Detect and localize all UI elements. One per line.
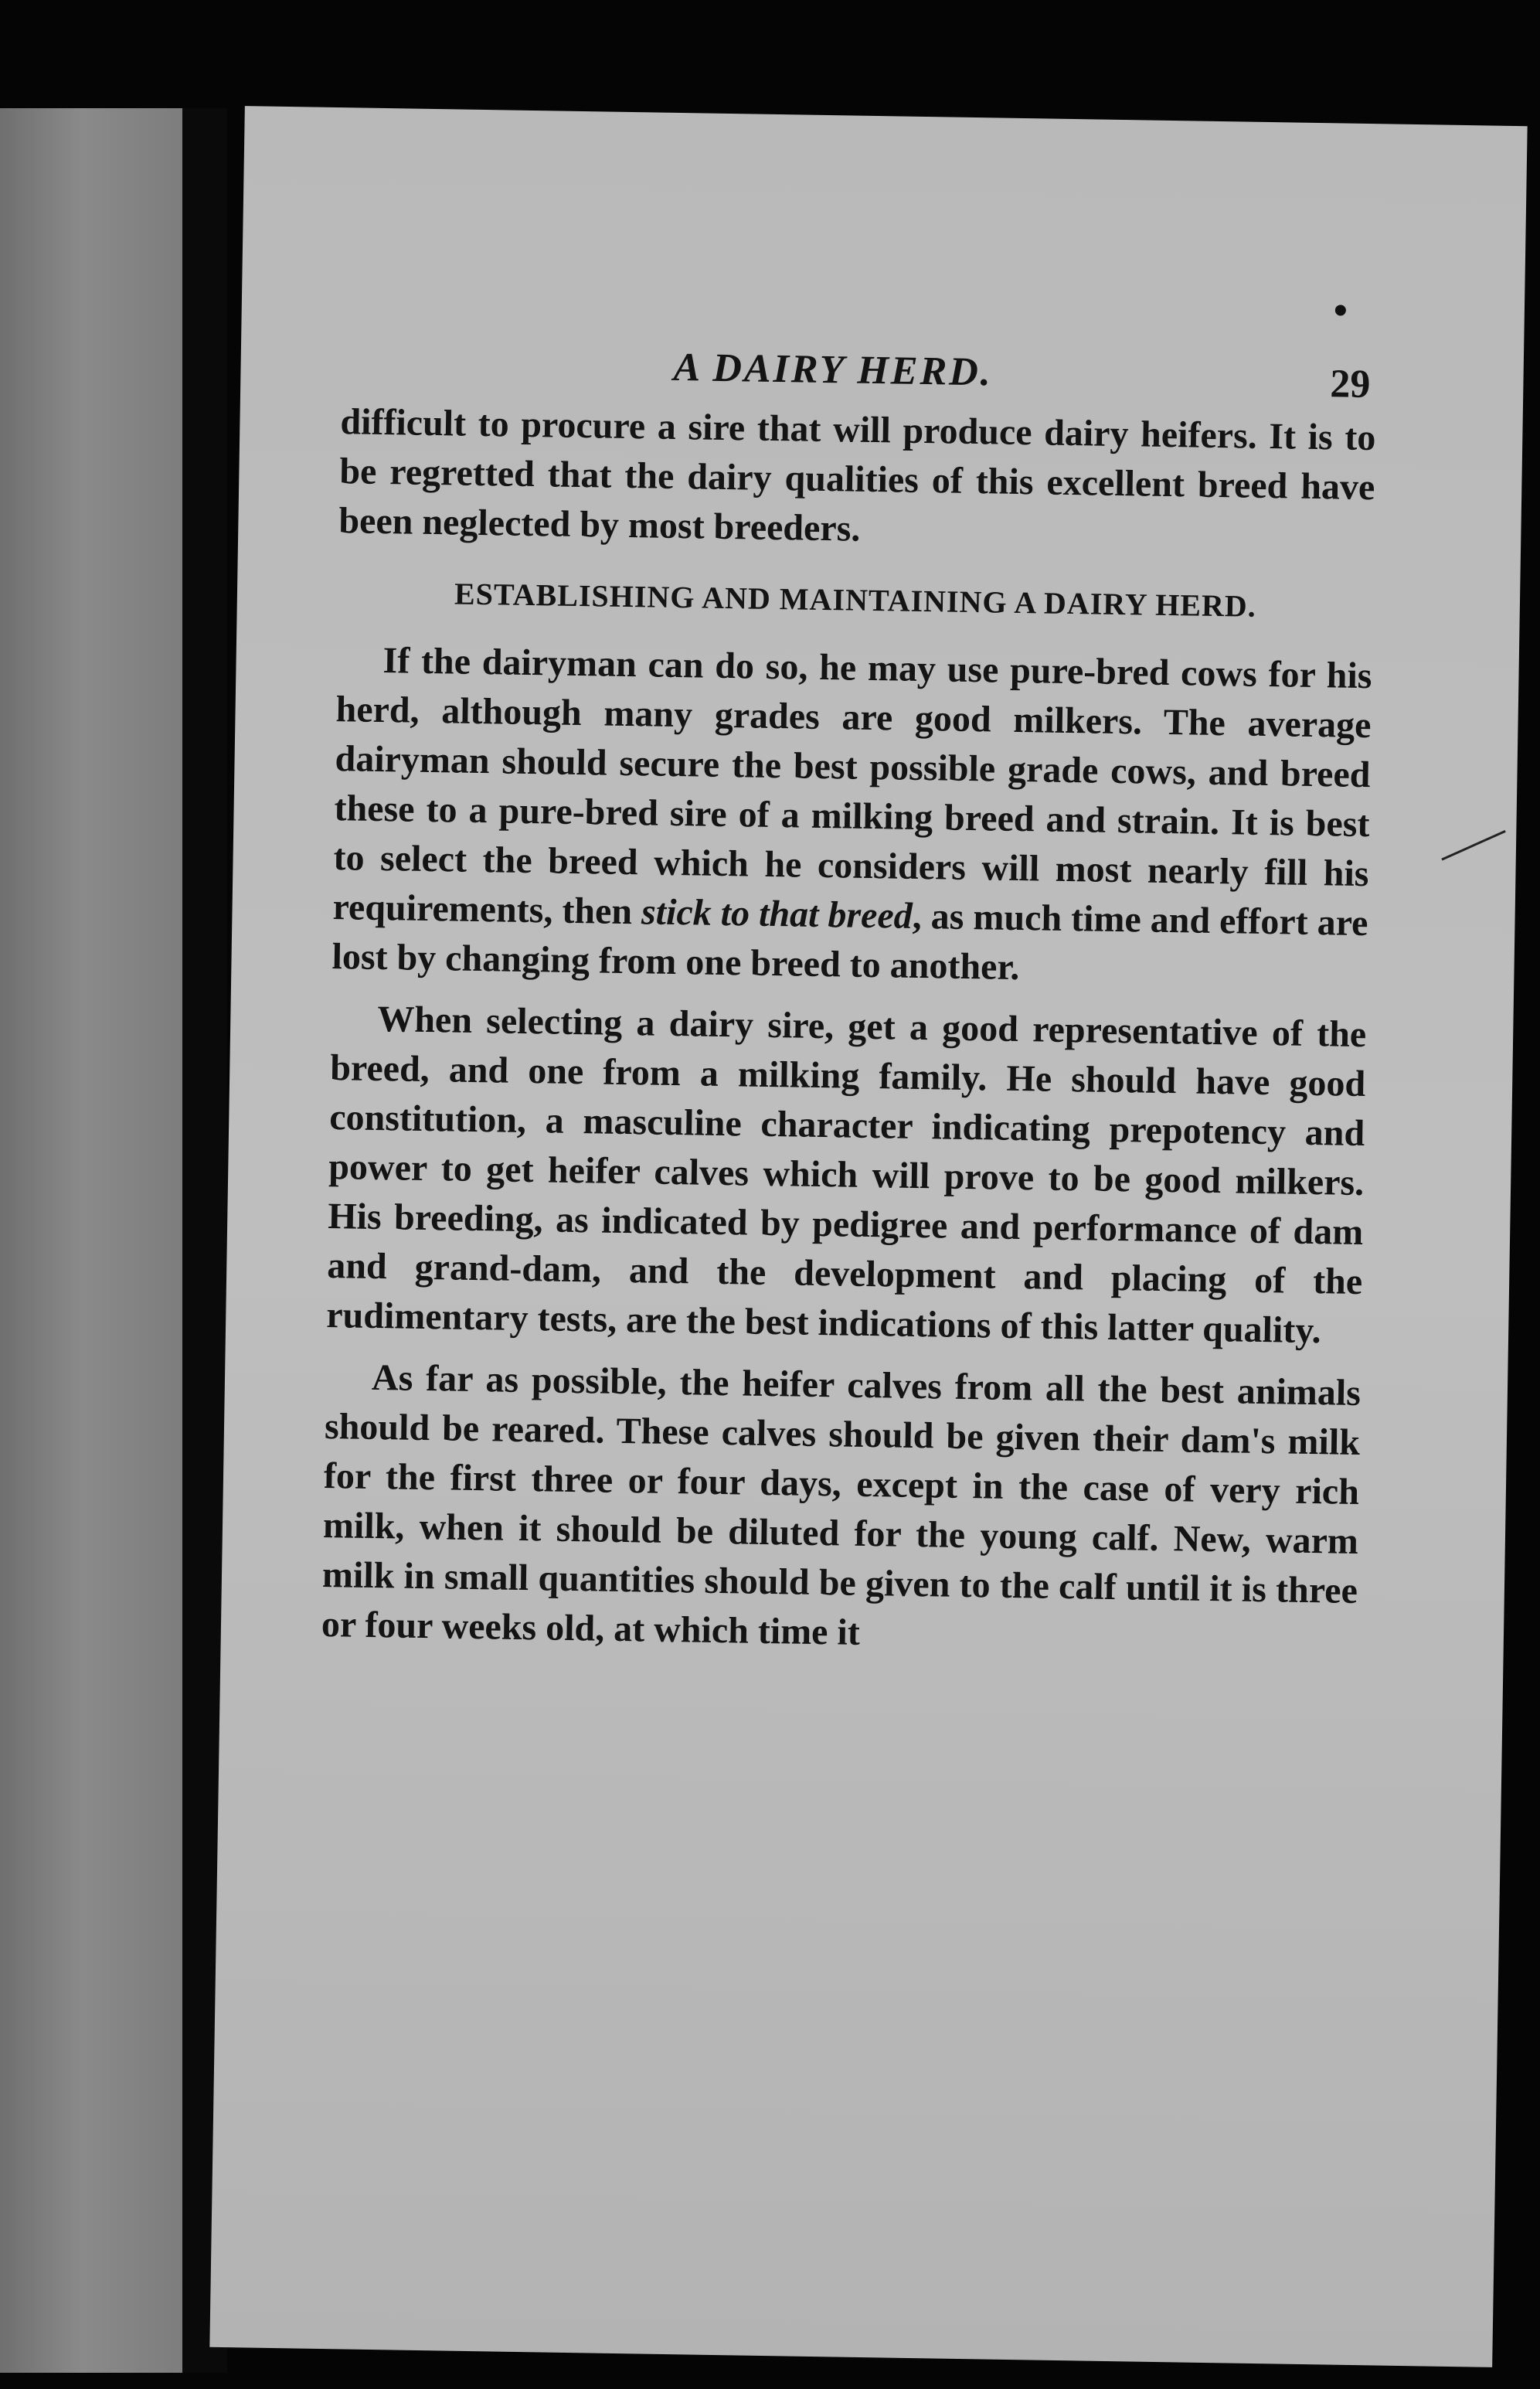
paragraph-text: , as much time and effort are lost by changing from one breed to another. <box>331 895 1368 989</box>
page-body <box>321 397 1376 1678</box>
running-title: A DAIRY HERD. <box>673 345 994 395</box>
emphasis-text: stick to that breed <box>641 891 913 937</box>
page-number: 29 <box>1329 362 1371 407</box>
paragraph-dairy-sire: When selecting a dairy sire, get a good representative of the breed, and one from a milking family. He should have good constitution, a masculine character indicating prepotency and power to get heifer calves which will prove to be good milkers. His breeding, as indicated by pedigree and performance of dam and grand-dam, and the development and placing of the rudimentary tests, are the best indications of this latter quality. <box>325 998 1367 1352</box>
paragraph-heifer-calves: As far as possible, the heifer calves from all the best animals should be reared. These calves should be given their dam's milk for the first three or four days, except in the case of very rich milk, when it should be diluted for the young calf. New, warm milk in small quantities should be given to the calf until it is three or four weeks old, at which time it <box>321 1356 1362 1653</box>
paragraph-text: If the dairyman can do so, he may use pure-bred cows for his herd, although many grades are good milkers. The average dairyman should secure the best possible grade cows, and breed these to a pure-bred sire of a milking breed and strain. It is best to select the breed which he considers will most nearly fill his requirements, then <box>332 640 1372 933</box>
section-heading: ESTABLISHING AND MAINTAINING A DAIRY HERD. <box>454 576 1257 624</box>
facing-page-edge <box>0 108 182 2373</box>
ink-speck <box>1335 305 1346 315</box>
paragraph-pure-bred <box>331 635 1372 998</box>
ink-mark <box>1441 830 1505 860</box>
paragraph-continuation: difficult to procure a sire that will produce dairy heifers. It is to be regretted that the dairy qualities of this excellent breed have been neglected by most breeders. <box>338 401 1376 550</box>
book-page <box>209 106 1527 2367</box>
